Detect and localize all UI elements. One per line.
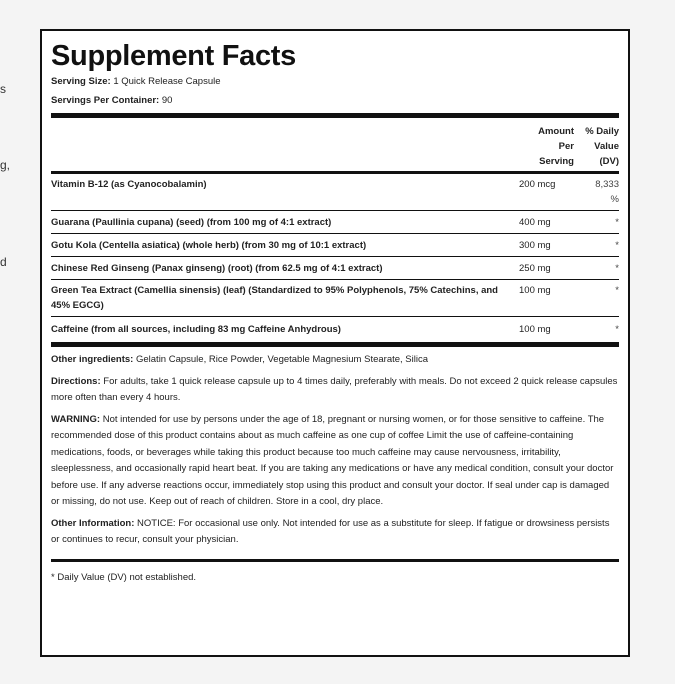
servings-per-container: [51, 94, 619, 107]
supplement-facts-panel: [40, 29, 630, 657]
warning-label: WARNING:: [51, 413, 101, 425]
header-line: Amount: [538, 126, 574, 137]
ingredient-amount: 200 mcg: [519, 179, 556, 190]
ingredient-name: Vitamin B-12 (as Cyanocobalamin): [51, 179, 207, 190]
other-ingredients: [51, 352, 619, 369]
other-information-text: NOTICE: For occasional use only. Not intended for use as a substitute for sleep. If fatigue or drowsiness persists or continues to recur, consult your physician.: [51, 517, 610, 545]
ingredient-daily-value: *: [615, 240, 619, 251]
ingredient-row: [51, 317, 619, 342]
ingredient-amount: 300 mg: [519, 240, 551, 251]
directions: [51, 374, 619, 407]
amount-per-serving-header: [514, 124, 574, 171]
servings-per-container-value: 90: [161, 95, 173, 106]
header-line: Per: [558, 141, 574, 152]
warning: [51, 412, 619, 511]
ingredient-row: [51, 234, 619, 257]
ingredient-name: Gotu Kola (Centella asiatica) (whole herb) (from 30 mg of 10:1 extract): [51, 240, 367, 251]
daily-value-footnote: * Daily Value (DV) not established.: [51, 571, 197, 583]
cropped-text-fragment: s: [0, 82, 6, 96]
serving-size-label: Serving Size:: [51, 76, 111, 87]
label-text-section: [51, 347, 619, 549]
cropped-text-fragment: d: [0, 255, 7, 269]
ingredient-row: [51, 174, 619, 211]
cropped-text-fragment: g,: [0, 158, 11, 172]
ingredient-daily-value: *: [615, 217, 619, 228]
ingredient-name: Caffeine (from all sources, including 83 mg Caffeine Anhydrous): [51, 324, 341, 335]
other-information: [51, 516, 619, 549]
supplement-facts-title: Supplement Facts: [51, 40, 296, 72]
warning-text: Not intended for use by persons under the age of 18, pregnant or nursing women, or for those sensitive to caffeine. The recommended dose of this product contains about as much caffeine as one cup of coffee Limit the use of caffeine-containing medications, foods, or beverages while taking this product because too much caffeine may cause nervousness, irritability, sleeplessness, and occasionally rapid heart beat. If you are taking any medications or have any medical condition, consult your doctor before use. If any adverse reactions occur, immediately stop using this product and consult your doctor. If seal under cap is damaged or missing, do not use. Keep out of reach of children. Store in a cool, dry place.: [51, 413, 614, 507]
directions-text: For adults, take 1 quick release capsule up to 4 times daily, preferably with meals. Do not exceed 2 quick release capsules more often than every 4 hours.: [51, 375, 618, 403]
other-ingredients-text: Gelatin Capsule, Rice Powder, Vegetable Magnesium Stearate, Silica: [135, 354, 429, 365]
ingredient-daily-value: *: [615, 285, 619, 296]
ingredient-name: Chinese Red Ginseng (Panax ginseng) (root) (from 62.5 mg of 4:1 extract): [51, 263, 383, 274]
ingredient-row: [51, 257, 619, 280]
directions-label: Directions:: [51, 375, 101, 387]
serving-size: [51, 75, 619, 88]
header-line: % Daily: [585, 126, 619, 137]
serving-size-value: 1 Quick Release Capsule: [113, 76, 221, 87]
ingredient-name: Guarana (Paullinia cupana) (seed) (from 100 mg of 4:1 extract): [51, 217, 332, 228]
ingredient-daily-value: 8,333 %: [595, 179, 619, 205]
daily-value-header: [574, 124, 619, 171]
ingredient-amount: 250 mg: [519, 263, 551, 274]
ingredient-amount: 100 mg: [519, 324, 551, 335]
other-ingredients-label: Other ingredients:: [51, 354, 134, 365]
servings-per-container-label: Servings Per Container:: [51, 95, 160, 106]
column-headers: [51, 118, 619, 171]
header-line: Value: [594, 141, 619, 152]
ingredient-daily-value: *: [615, 324, 619, 335]
other-information-label: Other Information:: [51, 517, 135, 529]
header-line: (DV): [599, 156, 619, 167]
ingredient-row: [51, 280, 619, 317]
ingredient-row: [51, 211, 619, 234]
ingredient-name: Green Tea Extract (Camellia sinensis) (leaf) (Standardized to 95% Polyphenols, 75% Catechins, and 45% EGCG): [51, 285, 498, 311]
header-line: Serving: [539, 156, 574, 167]
ingredient-daily-value: *: [615, 263, 619, 274]
ingredient-amount: 100 mg: [519, 285, 551, 296]
ingredient-amount: 400 mg: [519, 217, 551, 228]
